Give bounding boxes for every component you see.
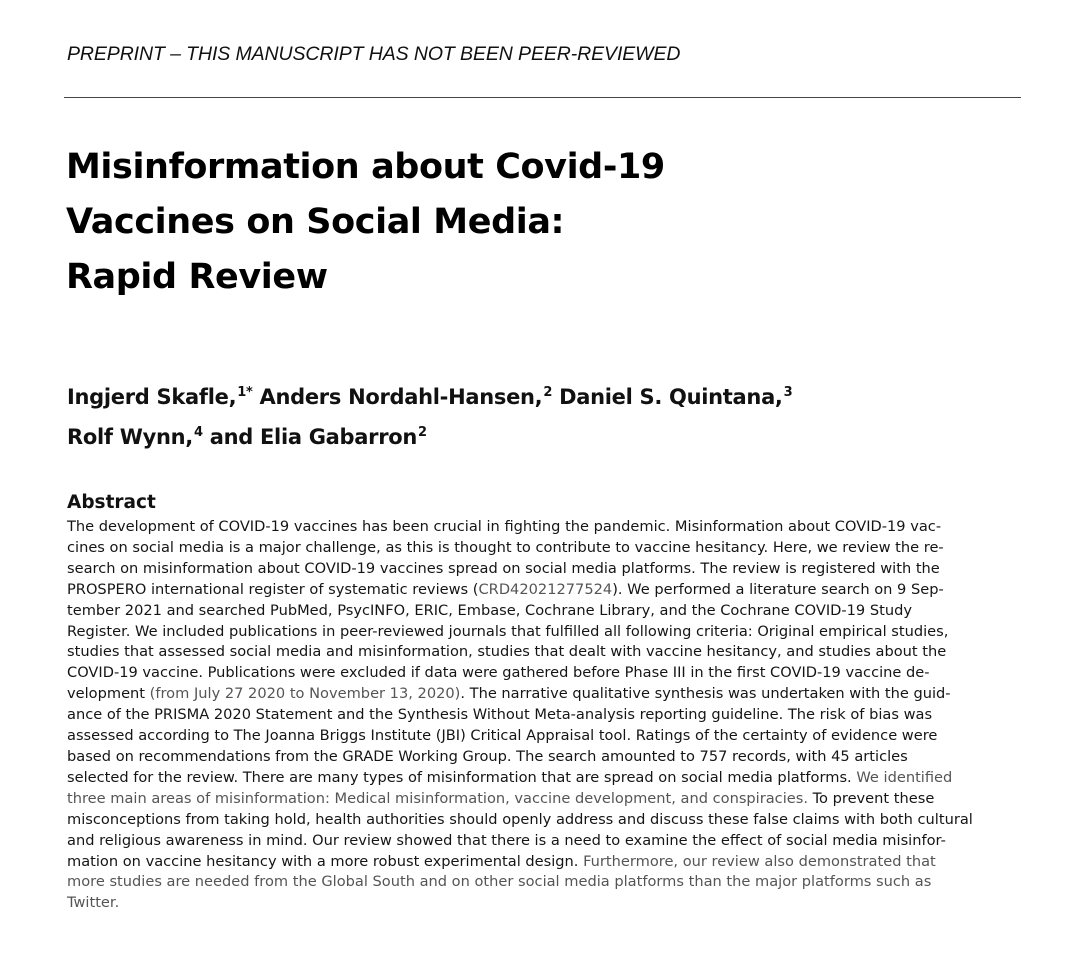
abstract-text-segment: COVID-19 vaccine. Publications were excluded if data were gathered before Phase III in the first COVID-19 vaccine de- [67, 664, 930, 682]
abstract-highlighted-text: more studies are needed from the Global South and on other social media platforms than the major platforms such as [67, 873, 932, 891]
abstract-line [67, 580, 1027, 601]
paper-title [66, 140, 966, 305]
title-line: Rapid Review [66, 257, 328, 297]
abstract-text-segment: velopment [67, 685, 150, 703]
abstract-line [67, 601, 1027, 622]
abstract-text-segment: The development of COVID-19 vaccines has been crucial in fighting the pandemic. Misinformation about COVID-19 vac- [67, 518, 942, 535]
abstract-heading: Abstract [67, 492, 156, 513]
author-line-1 [67, 379, 1027, 419]
abstract-line [67, 517, 1027, 538]
abstract-line [67, 538, 1027, 559]
title-line: Misinformation about Covid-19 [66, 147, 665, 187]
abstract-highlighted-text: (from July 27 2020 to November 13, 2020) [149, 685, 461, 703]
abstract-text-segment: ). We performed a literature search on 9 Sep- [612, 580, 944, 598]
abstract-text-segment: . The narrative qualitative synthesis was undertaken with the guid- [460, 685, 951, 703]
abstract-line [67, 622, 1027, 643]
abstract-text-segment: assessed according to The Joanna Briggs Institute (JBI) Critical Appraisal tool. Ratings of the certainty of evidence were [67, 727, 938, 745]
abstract-text-segment: based on recommendations from the GRADE Working Group. The search amounted to 757 records, with 45 articles [67, 747, 908, 765]
abstract-line [67, 789, 1027, 810]
abstract-line [67, 852, 1027, 873]
affiliation-marker: 3 [783, 385, 793, 400]
abstract-line [67, 810, 1027, 831]
author-line-2 [67, 419, 1027, 459]
abstract-line [67, 726, 1027, 747]
affiliation-marker: 2 [543, 385, 553, 400]
affiliation-marker: 2 [418, 425, 427, 440]
author-list [67, 379, 1027, 459]
affiliation-marker: 1* [237, 385, 253, 400]
abstract-line [67, 642, 1027, 663]
abstract-text-segment: Register. We included publications in peer-reviewed journals that fulfilled all following criteria: Original empirical studies, [67, 622, 949, 640]
abstract-highlighted-text: Furthermore, our review also demonstrated that [583, 852, 936, 870]
author-name: Ingjerd Skafle, [67, 385, 237, 409]
title-line: Vaccines on Social Media: [66, 202, 565, 242]
abstract-text-segment: studies that assessed social media and misinformation, studies that dealt with vaccine hesitancy, and studies about the [67, 643, 947, 661]
abstract-text-segment: tember 2021 and searched PubMed, PsycINFO, ERIC, Embase, Cochrane Library, and the Cochrane COVID-19 Study [67, 601, 912, 619]
abstract-text-segment: mation on vaccine hesitancy with a more robust experimental design. [67, 852, 584, 870]
abstract-text-segment: cines on social media is a major challenge, as this is thought to contribute to vaccine hesitancy. Here, we review the re- [67, 538, 944, 556]
abstract-text-segment: and religious awareness in mind. Our review showed that there is a need to examine the effect of social media misinfor- [67, 831, 946, 849]
abstract-line [67, 684, 1027, 705]
author-name: and Elia Gabarron [202, 425, 418, 449]
abstract-text-segment: To prevent these [807, 789, 935, 807]
abstract-line [67, 768, 1027, 789]
abstract-line [67, 872, 1027, 893]
abstract-text-segment: ance of the PRISMA 2020 Statement and the Synthesis Without Meta-analysis reporting guideline. The risk of bias was [67, 706, 933, 724]
abstract-line [67, 663, 1027, 684]
abstract-line [67, 831, 1027, 852]
abstract-text-segment: misconceptions from taking hold, health authorities should openly address and discuss these false claims with both cultural [67, 810, 973, 828]
affiliation-marker: 4 [193, 425, 203, 440]
abstract-text-segment: search on misinformation about COVID-19 vaccines spread on social media platforms. The review is registered with the [67, 559, 940, 577]
abstract-line [67, 559, 1027, 580]
author-name: Rolf Wynn, [67, 425, 193, 449]
preprint-notice: PREPRINT – THIS MANUSCRIPT HAS NOT BEEN PEER-REVIEWED [67, 43, 681, 65]
abstract-line [67, 893, 1027, 914]
author-name: Anders Nordahl-Hansen, [252, 385, 543, 409]
abstract-text-segment: PROSPERO international register of systematic reviews ( [67, 580, 479, 598]
abstract-line [67, 747, 1027, 768]
abstract-highlighted-text: three main areas of misinformation: Medical misinformation, vaccine development, and conspiracies. [67, 789, 808, 807]
abstract-highlighted-text: Twitter. [67, 894, 120, 912]
author-name: Daniel S. Quintana, [552, 385, 783, 409]
abstract-text-segment: selected for the review. There are many types of misinformation that are spread on social media platforms. [67, 768, 857, 786]
abstract-line [67, 705, 1027, 726]
abstract-highlighted-text: CRD42021277524 [478, 580, 613, 598]
header-divider [64, 97, 1021, 98]
abstract-highlighted-text: We identified [856, 768, 953, 786]
abstract-text [67, 517, 1027, 914]
